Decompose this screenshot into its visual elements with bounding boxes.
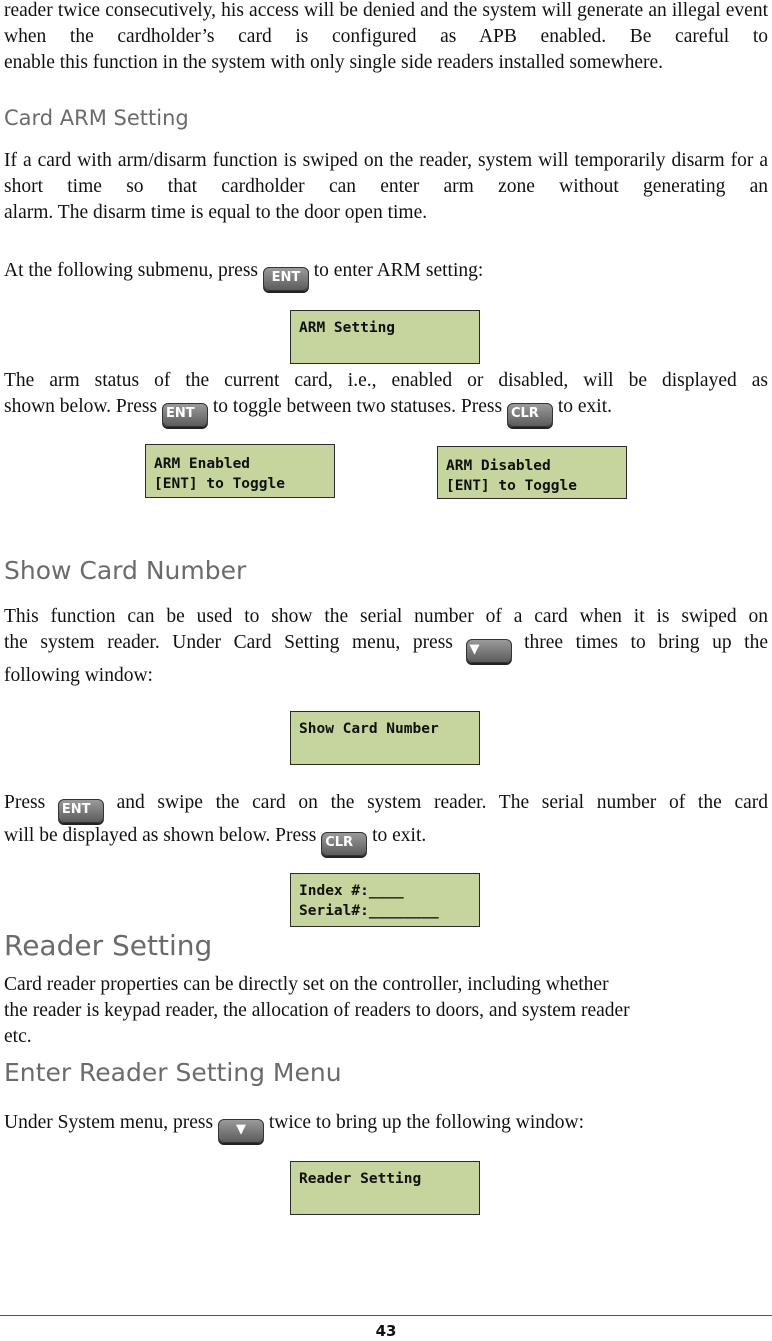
lcd-show-card-number: Show Card Number xyxy=(290,711,480,765)
card-arm-paragraph xyxy=(4,148,768,226)
enter-reader-setting-heading: Enter Reader Setting Menu xyxy=(4,1058,342,1087)
reader-setting-instruction xyxy=(4,1110,768,1143)
card-arm-instruction xyxy=(4,258,768,291)
text-segment: twice to bring up the following window: xyxy=(268,1112,585,1133)
text-line xyxy=(4,394,768,427)
ent-key-icon: ENT xyxy=(162,403,208,427)
ent-key-icon: ENT xyxy=(58,799,104,823)
text-line xyxy=(4,823,768,856)
text-line: alarm. The disarm time is equal to the door open time. xyxy=(4,202,428,223)
text-segment: the system reader. Under Card Setting menu, press xyxy=(4,632,453,653)
text-segment: will be displayed as shown below. Press xyxy=(4,825,317,846)
text-segment: to enter ARM setting: xyxy=(313,260,484,281)
clr-key-icon: CLR xyxy=(321,832,367,856)
footer-divider xyxy=(0,1315,772,1316)
text-line: Card reader properties can be directly set on the controller, including whether xyxy=(4,974,609,995)
text-line: the reader is keypad reader, the allocation of readers to doors, and system reader xyxy=(4,1000,630,1021)
text-segment: to exit. xyxy=(557,396,612,417)
page-number: 43 xyxy=(375,1322,397,1340)
text-line: This function can be used to show the serial number of a card when it is swiped on xyxy=(4,606,768,627)
ent-key-icon: ENT xyxy=(263,267,309,291)
intro-paragraph xyxy=(4,0,768,76)
clr-key-icon: CLR xyxy=(507,403,553,427)
text-segment: shown below. Press xyxy=(4,396,158,417)
arm-status-paragraph xyxy=(4,368,768,427)
text-line: reader twice consecutively, his access will be denied and the system will generate an xyxy=(4,0,667,21)
lcd-arm-disabled: ARM Disabled [ENT] to Toggle xyxy=(437,446,627,499)
text-line: following window: xyxy=(4,665,153,686)
text-line: If a card with arm/disarm function is swiped on the reader, system will temporarily xyxy=(4,150,666,171)
lcd-arm-setting: ARM Setting xyxy=(290,310,480,364)
text-line: illegal event when the cardholder’s card is configured as APB enabled. Be careful to xyxy=(4,0,768,47)
text-segment: three times to bring up the xyxy=(524,632,769,653)
lcd-serial-number: Index #:____ Serial#:________ xyxy=(290,873,480,927)
text-segment: to exit. xyxy=(372,825,427,846)
down-arrow-key-icon: ▼ xyxy=(466,639,512,663)
text-line: enable this function in the system with only single side readers installed somewhere. xyxy=(4,52,664,73)
text-segment: Under System menu, press xyxy=(4,1112,214,1133)
text-segment: and swipe the card on the system reader. The serial number of the card xyxy=(116,792,769,813)
show-card-paragraph xyxy=(4,604,768,689)
reader-setting-paragraph xyxy=(4,972,768,1050)
show-card-heading: Show Card Number xyxy=(4,556,247,585)
down-arrow-key-icon: ▼ xyxy=(218,1119,264,1143)
text-segment: Press xyxy=(4,792,46,813)
text-line: disarm for a short time so that cardholder can enter arm zone without generating an xyxy=(4,150,769,197)
text-segment: At the following submenu, press xyxy=(4,260,259,281)
text-line: etc. xyxy=(4,1026,32,1047)
text-line xyxy=(4,630,768,663)
text-line xyxy=(4,790,768,823)
card-arm-heading: Card ARM Setting xyxy=(4,106,189,130)
text-segment: to toggle between two statuses. Press xyxy=(212,396,503,417)
lcd-reader-setting: Reader Setting xyxy=(290,1161,480,1215)
text-line: The arm status of the current card, i.e., enabled or disabled, will be displayed as xyxy=(4,370,768,391)
reader-setting-heading: Reader Setting xyxy=(4,929,213,962)
lcd-arm-enabled: ARM Enabled [ENT] to Toggle xyxy=(145,444,335,498)
swipe-paragraph xyxy=(4,790,768,856)
